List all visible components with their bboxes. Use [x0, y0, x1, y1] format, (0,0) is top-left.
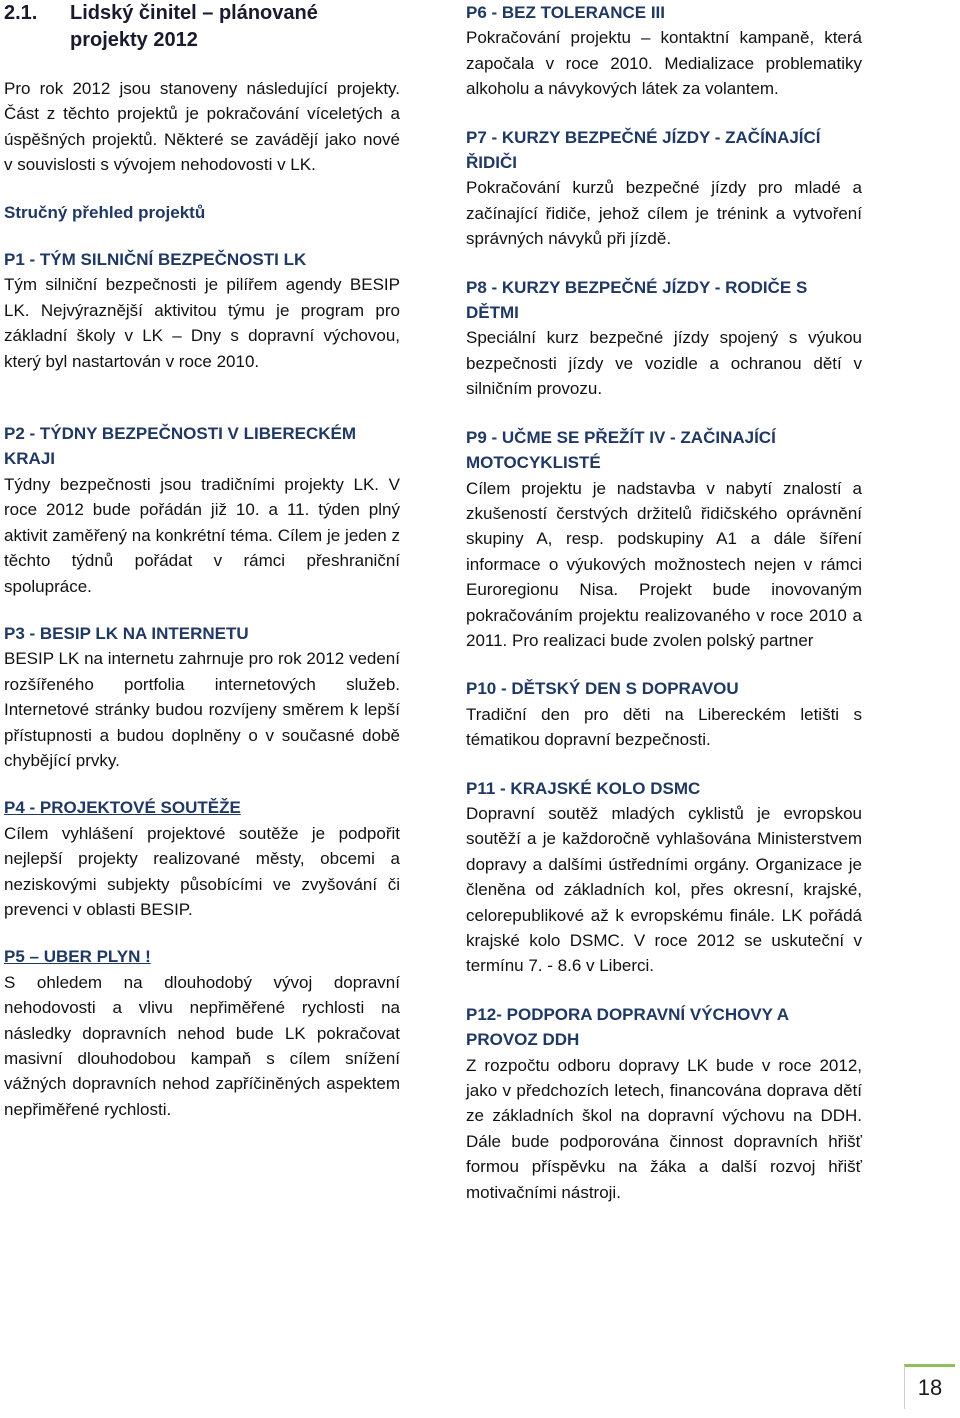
project-p1 — [4, 247, 400, 374]
left-column — [4, 0, 400, 1122]
project-text: Tradiční den pro děti na Libereckém letišti s tématikou dopravní bezpečnosti. — [466, 704, 862, 750]
project-title: P12- PODPORA DOPRAVNÍ VÝCHOVY A PROVOZ DDH — [466, 1004, 789, 1050]
project-p6 — [466, 0, 862, 102]
project-title: P9 - UČME SE PŘEŽÍT IV - ZAČINAJÍCÍ MOTOCYKLISTÉ — [466, 427, 776, 473]
project-text: Týdny bezpečnosti jsou tradičními projekty LK. V roce 2012 bude pořádán již 10. a 11. týden plný aktivit zaměřený na konkrétní téma. Cílem je jeden z těchto týdnů pořádat v rámci přeshraniční spolupráce. — [4, 474, 400, 596]
section-number: 2.1. — [4, 2, 38, 24]
project-title: P4 - PROJEKTOVÉ SOUTĚŽE — [4, 798, 241, 818]
project-title: P7 - KURZY BEZPEČNÉ JÍZDY - ZAČÍNAJÍCÍ ŘIDIČI — [466, 127, 821, 173]
project-title: P5 – UBER PLYN ! — [4, 947, 151, 967]
project-text: Pokračování projektu – kontaktní kampaně, která započala v roce 2010. Medializace problematiky alkoholu a návykových látek za volantem. — [466, 28, 862, 99]
project-text: Dopravní soutěž mladých cyklistů je evropskou soutěží a je každoročně vyhlašována Ministerstvem dopravy a dalšími ústředními orgány. Organizace je členěna od základních kol, přes okresní, krajské, celorepublikové až k evropskému finále. LK pořádá krajské kolo DSMC. V roce 2012 se uskuteční v termínu 7. - 8.6 v Liberci. — [466, 803, 862, 976]
project-title: P2 - TÝDNY BEZPEČNOSTI V LIBERECKÉM KRAJI — [4, 424, 357, 469]
project-p11 — [466, 776, 862, 979]
project-p5 — [4, 944, 400, 1122]
project-title: P10 - DĚTSKÝ DEN S DOPRAVOU — [466, 679, 739, 699]
project-title: P1 - TÝM SILNIČNÍ BEZPEČNOSTI LK — [4, 250, 307, 270]
intro-paragraph: Pro rok 2012 jsou stanoveny následující projekty. Část z těchto projektů je pokračování víceletých a úspěšných projektů. Některé se zavádějí jako nové v souvislosti s vývojem nehodovosti v LK. — [4, 79, 400, 175]
overview-heading: Stručný přehled projektů — [4, 202, 206, 222]
right-column — [466, 0, 862, 1205]
project-p12 — [466, 1002, 862, 1205]
project-title: P6 - BEZ TOLERANCE III — [466, 3, 665, 22]
section-heading — [4, 0, 400, 54]
project-p2 — [4, 421, 400, 599]
project-text: Speciální kurz bezpečné jízdy spojený s výukou bezpečnosti jízdy ve vozidle a ochranou dětí v silničním provozu. — [466, 328, 862, 399]
project-p8 — [466, 275, 862, 402]
project-p4 — [4, 795, 400, 922]
project-text: Z rozpočtu odboru dopravy LK bude v roce 2012, jako v předchozích letech, financována doprava dětí ze základních škol na dopravní výchovu na DDH. Dále bude podporována činnost dopravních hřišť formou příspěvku na žáka a další rozvoj hřišť motivačními nástroji. — [466, 1055, 862, 1202]
project-text: Cílem projektu je nadstavba v nabytí znalostí a zkušeností čerstvých držitelů řidičského oprávnění skupiny A, resp. podskupiny A1 a dále šíření informace o výukových možnostech nejen v rámci Euroregionu Nisa. Projekt bude inovovaným pokračováním projektu realizovaného v roce 2010 a 2011. Pro realizaci bude zvolen polský partner — [466, 478, 862, 650]
page-number: 18 — [904, 1364, 955, 1409]
project-title: P11 - KRAJSKÉ KOLO DSMC — [466, 778, 701, 798]
project-text: BESIP LK na internetu zahrnuje pro rok 2012 vedení rozšířeného portfolia internetových služeb. Internetové stránky budou rozvíjeny směrem k lepší přístupnosti a budou doplněny o v současné době chybějící prvky. — [4, 649, 400, 770]
project-p10 — [466, 676, 862, 752]
project-text: Pokračování kurzů bezpečné jízdy pro mladé a začínající řidiče, jehož cílem je trénink a vytvoření správných návyků při jízdě. — [466, 178, 862, 249]
project-text: S ohledem na dlouhodobý vývoj dopravní nehodovosti a vlivu nepřiměřené rychlosti na následky dopravních nehod bude LK pokračovat masivní dlouhodobou kampaň s cílem snížení vážných dopravních nehod zapříčiněných aspektem nepřiměřené rychlosti. — [4, 972, 400, 1119]
project-text: Tým silniční bezpečnosti je pilířem agendy BESIP LK. Nejvýraznější aktivitou týmu je program pro základní školy v LK – Dny s dopravní výchovou, který byl nastartován v roce 2010. — [4, 275, 400, 371]
project-p7 — [466, 125, 862, 252]
section-title: Lidský činitel – plánované projekty 2012 — [70, 2, 318, 51]
project-text: Cílem vyhlášení projektové soutěže je podpořit nejlepší projekty realizované městy, obcemi a neziskovými subjekty působícími ve zvyšování či prevenci v oblasti BESIP. — [4, 823, 400, 919]
project-title: P3 - BESIP LK NA INTERNETU — [4, 623, 249, 643]
project-p9 — [466, 425, 862, 654]
project-title: P8 - KURZY BEZPEČNÉ JÍZDY - RODIČE S DĚTMI — [466, 277, 808, 323]
project-p3 — [4, 621, 400, 773]
